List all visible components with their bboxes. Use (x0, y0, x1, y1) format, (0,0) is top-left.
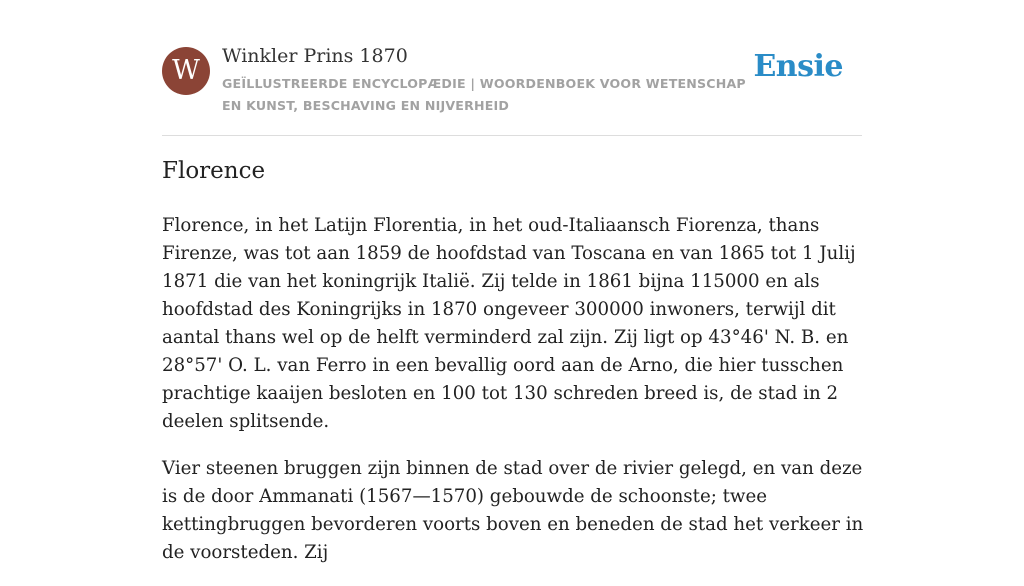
source-avatar[interactable]: W (162, 47, 210, 95)
article-body (162, 212, 864, 586)
source-title[interactable]: Winkler Prins 1870 (222, 45, 408, 67)
article-paragraph: Vier steenen bruggen zijn binnen de stad over de rivier gelegd, en van deze is de door Ammanati (1567—1570) gebouwde de schoonste; twee kettingbruggen bevorderen voorts boven en beneden de stad het verkeer in de voorsteden. Zij (162, 458, 864, 563)
article-paragraph: Florence, in het Latijn Florentia, in het oud-Italiaansch Fiorenza, thans Firenze, was tot aan 1859 de hoofdstad van Toscana en van 1865 tot 1 Julij 1871 die van het koningrijk Italië. Zij telde in 1861 bijna 115000 en als hoofdstad des Koningrijks in 1870 ongeveer 300000 inwoners, terwijl dit aantal thans wel op de helft verminderd zal zijn. Zij ligt op 43°46' N. B. en 28°57' O. L. van Ferro in een bevallig oord aan de Arno, die hier tusschen prachtige kaaijen besloten en 100 tot 130 schreden breed is, de stad in 2 deelen splitsende. (162, 215, 856, 432)
article-title: Florence (162, 158, 266, 184)
ensie-logo-link[interactable]: Ensie (753, 49, 843, 84)
source-subtitle: GEÏLLUSTREERDE ENCYCLOPÆDIE | WOORDENBOEK VOOR WETENSCHAP EN KUNST, BESCHAVING EN NIJVERHEID (222, 76, 746, 113)
source-header (162, 45, 862, 136)
